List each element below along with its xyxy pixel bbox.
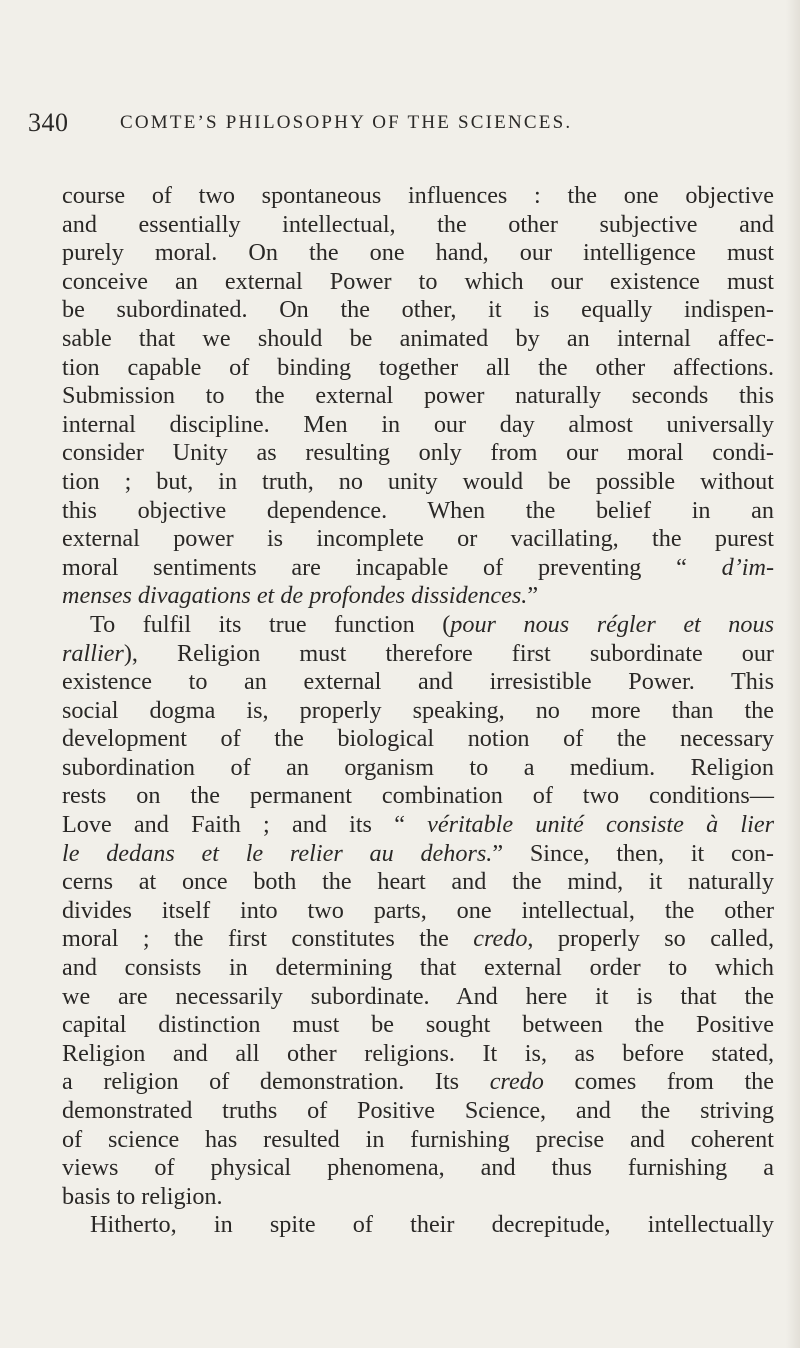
text-segment: tion ; but, in truth, no unity would be possible without bbox=[62, 467, 774, 495]
text-line bbox=[62, 840, 774, 869]
text-segment: and consists in determining that external order to which bbox=[62, 954, 774, 982]
text-line bbox=[62, 1040, 774, 1069]
text-line bbox=[62, 296, 774, 325]
text-line bbox=[62, 668, 774, 697]
italic-text: véritable unité consiste à lier bbox=[427, 811, 774, 839]
text-segment: ” bbox=[527, 582, 539, 610]
text-segment: Submission to the external power naturally seconds this bbox=[62, 382, 774, 410]
text-line bbox=[62, 1011, 774, 1040]
page-edge-shadow bbox=[786, 0, 800, 1348]
text-segment: social dogma is, properly speaking, no more than the bbox=[62, 696, 774, 724]
text-segment: demonstrated truths of Positive Science, and the striving bbox=[62, 1097, 774, 1124]
text-segment: basis to religion. bbox=[62, 1182, 223, 1210]
text-segment: course of two spontaneous influences : the one objective bbox=[62, 182, 774, 209]
text-line bbox=[62, 1126, 774, 1155]
text-segment: moral sentiments are incapable of preventing “ bbox=[62, 553, 722, 581]
running-head bbox=[28, 108, 788, 144]
italic-text: credo bbox=[489, 1068, 544, 1096]
text-segment: of science has resulted in furnishing precise and coherent bbox=[62, 1125, 774, 1153]
text-segment: we are necessarily subordinate. And here it is that the bbox=[62, 982, 774, 1010]
text-line bbox=[62, 1097, 774, 1126]
text-line bbox=[62, 439, 774, 468]
text-segment: this objective dependence. When the belief in an bbox=[62, 496, 774, 524]
text-segment: rests on the permanent combination of two conditions— bbox=[62, 782, 774, 810]
text-segment: ” Since, then, it con- bbox=[492, 839, 774, 867]
text-segment: development of the biological notion of the necessary bbox=[62, 725, 774, 753]
text-segment: be subordinated. On the other, it is equally indispen- bbox=[62, 296, 774, 324]
text-segment: moral ; the first constitutes the bbox=[62, 925, 474, 953]
text-segment: divides itself into two parts, one intellectual, the other bbox=[62, 896, 774, 924]
text-line bbox=[62, 868, 774, 897]
text-line bbox=[62, 983, 774, 1012]
italic-text: le dedans et le relier au dehors. bbox=[62, 839, 493, 867]
text-segment: cerns at once both the heart and the mind, it naturally bbox=[62, 868, 774, 896]
text-line bbox=[62, 811, 774, 840]
text-segment: tion capable of binding together all the other affections. bbox=[62, 353, 774, 381]
text-segment: subordination of an organism to a medium. Religion bbox=[62, 753, 774, 781]
italic-text: pour nous régler et nous bbox=[450, 610, 774, 638]
text-segment: Love and Faith ; and its “ bbox=[62, 811, 428, 839]
text-line bbox=[62, 611, 774, 640]
text-line bbox=[62, 268, 774, 297]
running-title: COMTE’S PHILOSOPHY OF THE SCIENCES. bbox=[120, 112, 573, 133]
text-segment: consider Unity as resulting only from our moral condi- bbox=[62, 439, 774, 467]
text-line bbox=[62, 382, 774, 411]
text-line bbox=[62, 411, 774, 440]
text-segment: and essentially intellectual, the other subjective and bbox=[62, 210, 774, 238]
text-line bbox=[62, 1154, 774, 1183]
text-line bbox=[62, 182, 774, 211]
italic-text: d’im- bbox=[721, 553, 774, 581]
text-line bbox=[62, 897, 774, 926]
italic-text: credo bbox=[473, 925, 528, 953]
text-segment: purely moral. On the one hand, our intelligence must bbox=[62, 239, 774, 267]
text-line bbox=[62, 1211, 774, 1240]
text-line bbox=[62, 211, 774, 240]
text-line bbox=[62, 954, 774, 983]
page-number: 340 bbox=[28, 108, 69, 137]
text-line bbox=[62, 582, 774, 611]
body-text bbox=[62, 182, 774, 1240]
text-line bbox=[62, 925, 774, 954]
text-line bbox=[62, 1068, 774, 1097]
italic-text: rallier bbox=[62, 639, 124, 667]
italic-text: menses divagations et de profondes dissidences. bbox=[62, 582, 528, 610]
text-segment: conceive an external Power to which our existence must bbox=[62, 267, 774, 295]
text-line bbox=[62, 754, 774, 783]
text-segment: Religion and all other religions. It is, as before stated, bbox=[62, 1039, 774, 1067]
text-line bbox=[62, 354, 774, 383]
text-line bbox=[62, 725, 774, 754]
text-line bbox=[62, 782, 774, 811]
text-segment: views of physical phenomena, and thus furnishing a bbox=[62, 1154, 774, 1182]
text-line bbox=[62, 697, 774, 726]
text-line bbox=[62, 239, 774, 268]
text-line bbox=[62, 468, 774, 497]
text-line bbox=[62, 525, 774, 554]
text-line bbox=[62, 1183, 774, 1212]
text-segment: a religion of demonstration. Its bbox=[62, 1068, 490, 1096]
text-segment: ), Religion must therefore first subordinate our bbox=[123, 639, 774, 667]
text-segment: sable that we should be animated by an internal affec- bbox=[62, 324, 774, 352]
text-segment: , properly so called, bbox=[527, 925, 774, 953]
text-line bbox=[62, 554, 774, 583]
text-segment: To fulfil its true function ( bbox=[90, 610, 451, 638]
text-segment: comes from the bbox=[543, 1068, 775, 1096]
text-line bbox=[62, 497, 774, 526]
text-segment: capital distinction must be sought between the Positive bbox=[62, 1011, 774, 1039]
text-line bbox=[62, 640, 774, 669]
text-segment: external power is incomplete or vacillating, the purest bbox=[62, 525, 774, 553]
text-segment: Hitherto, in spite of their decrepitude, intellectually bbox=[90, 1211, 774, 1239]
text-line bbox=[62, 325, 774, 354]
text-segment: internal discipline. Men in our day almost universally bbox=[62, 410, 774, 438]
text-segment: existence to an external and irresistible Power. This bbox=[62, 668, 774, 696]
